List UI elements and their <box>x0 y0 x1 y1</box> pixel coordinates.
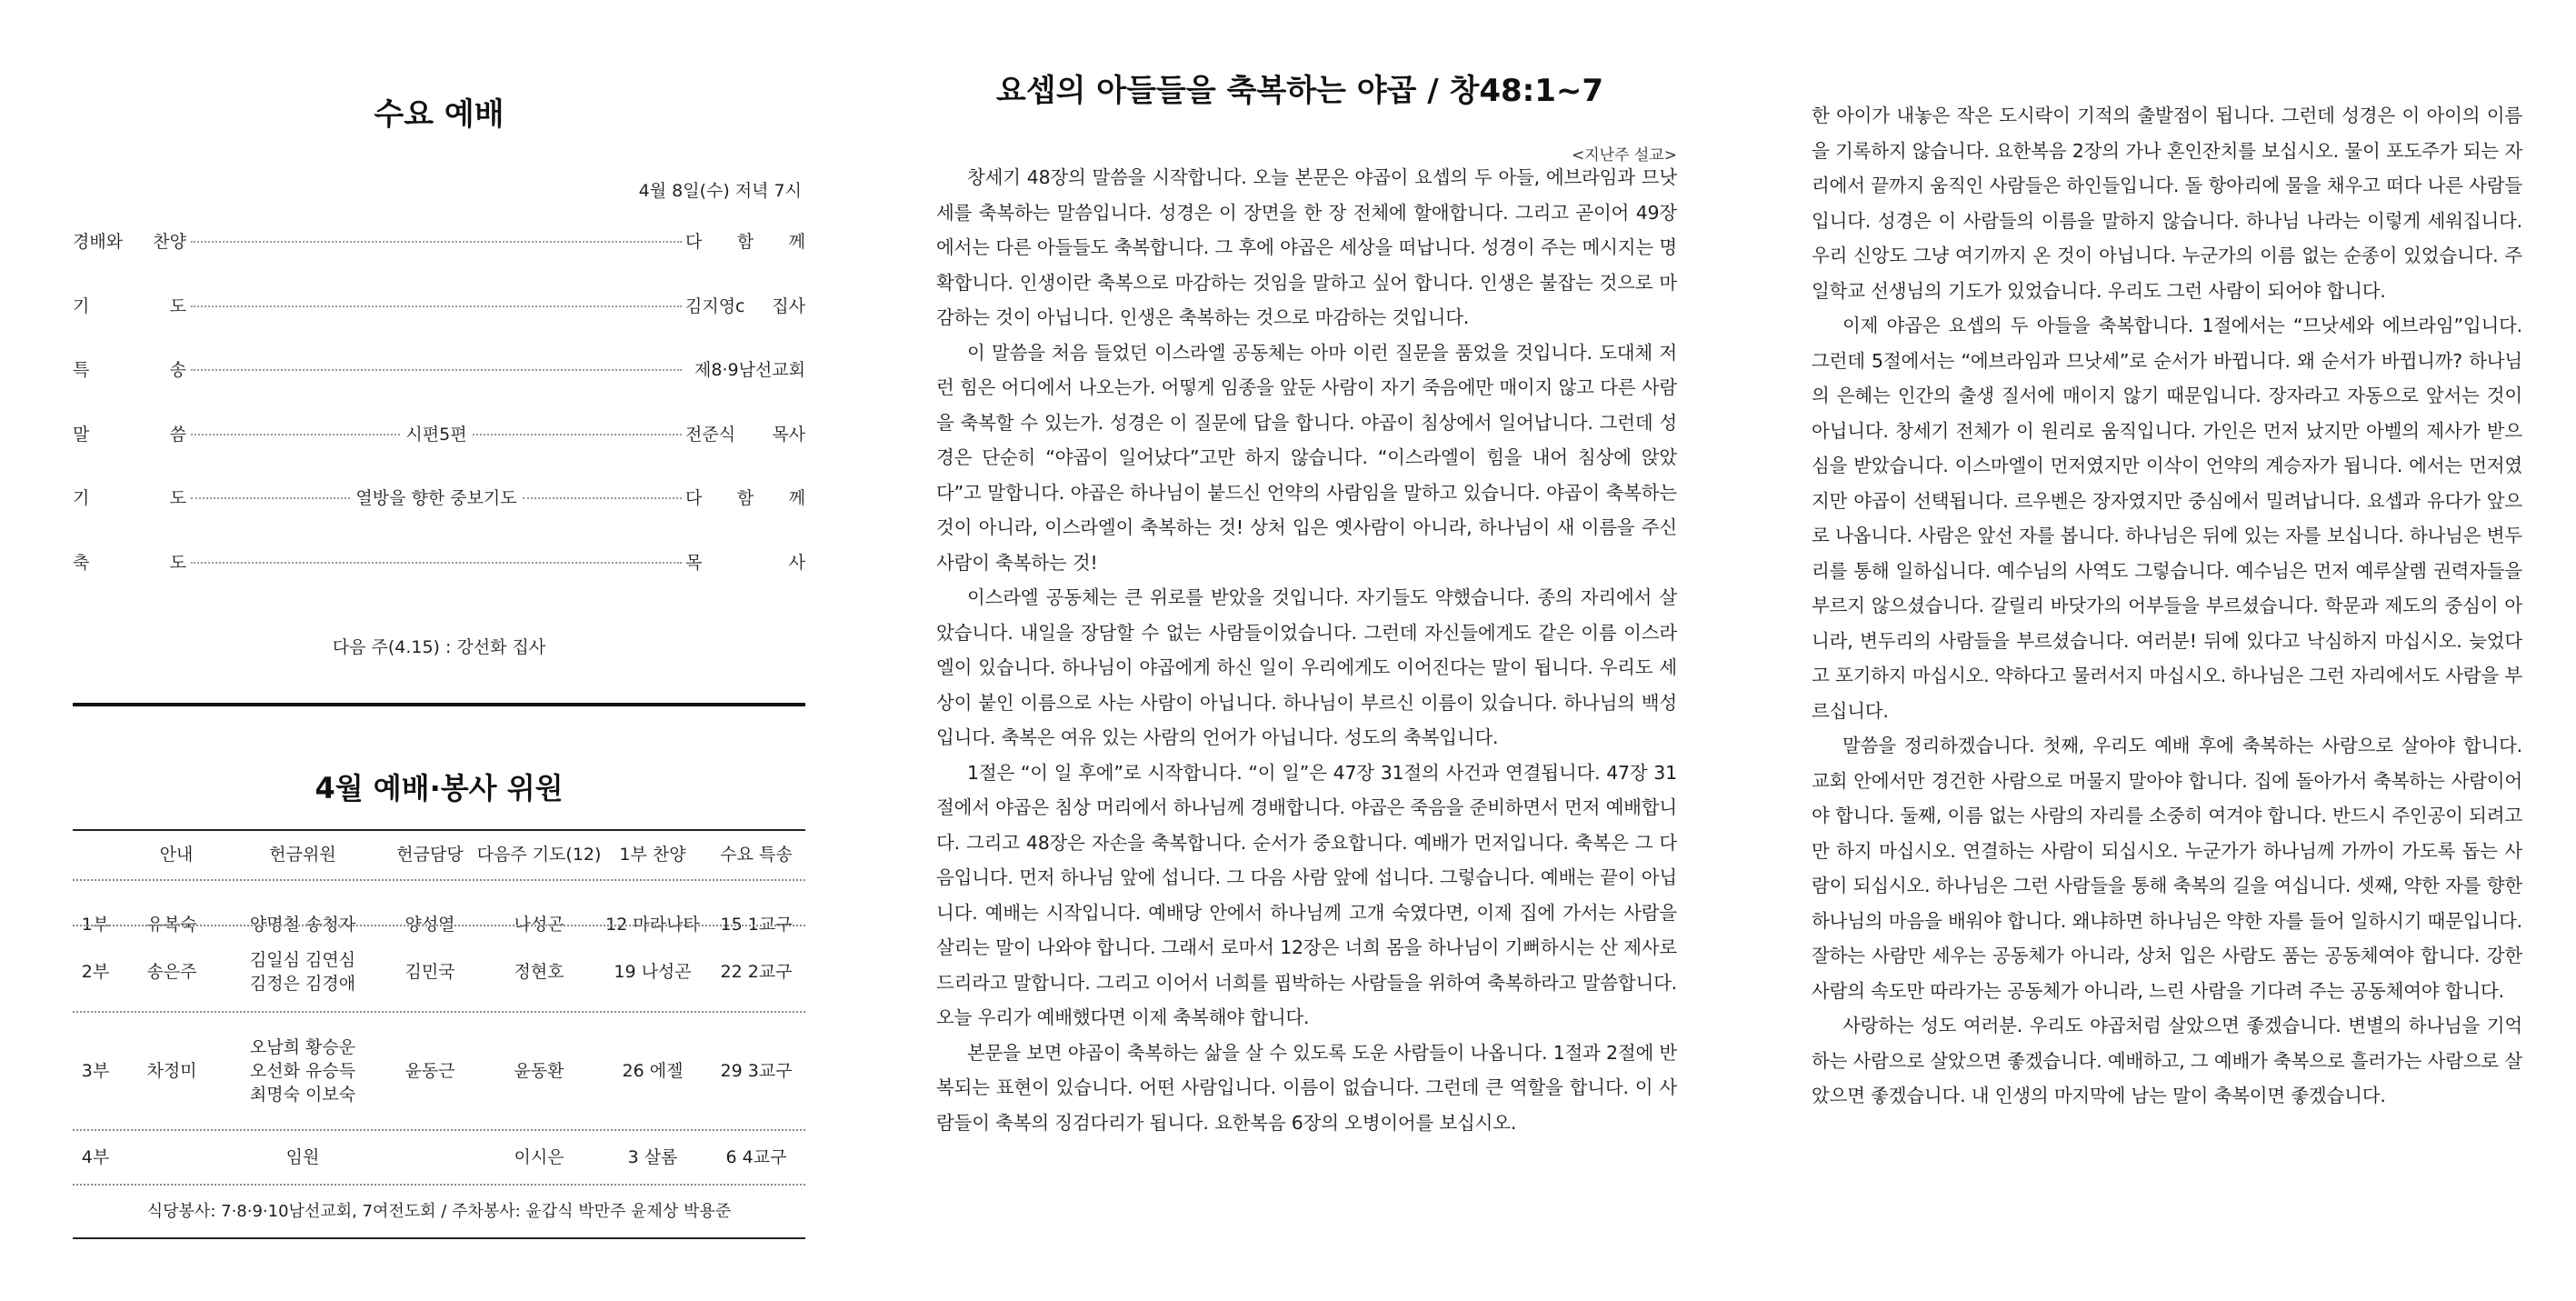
table-header: 헌금위원 <box>269 845 336 865</box>
table-header: 수요 특송 <box>720 845 793 865</box>
staff-table <box>73 0 805 1301</box>
sermon-paragraph: 본문을 보면 야곱이 축복하는 삶을 살 수 있도록 도운 사람들이 나옵니다. 1절과 2절에 반복되는 표현이 있습니다. 어떤 사람입니다. 이름이 없습니다. 그런데 큰 역할을 합니다. 이 사람들이 축복의 징검다리가 됩니다. 요한복음 6장의 오병이어를 보십시오. <box>936 1041 1677 1134</box>
sermon-paragraph: 사랑하는 성도 여러분. 우리도 야곱처럼 살았으면 좋겠습니다. 변별의 하나님을 기억하는 사람으로 살았으면 좋겠습니다. 예배하고, 그 예배가 축복으로 흘러가는 사람으로 살았으면 좋겠습니다. 내 인생의 마지막에 남는 말이 축복이면 좋겠습니다. <box>1812 1015 2522 1106</box>
manager-cell: 윤동근 <box>404 1061 455 1081</box>
order-person: 목 사 <box>685 552 805 573</box>
order-label: 기 도 <box>73 295 186 316</box>
sermon-paragraph: 이제 야곱은 요셉의 두 아들을 축복합니다. 1절에서는 “므낫세와 에브라임”입니다. 그런데 5절에서는 “에브라임과 므낫세”로 순서가 바뀝니다. 왜 순서가 바뀝니까? 하나님의 은혜는 인간의 출생 질서에 매이지 않기 때문입니다. 장자라고 자동으로 앞서는 것이 아닙니다. 창세기 전체가 이 원리로 움직입니다. 가인은 먼저 났지만 아벨의 제사가 받으심을 받았습니다. 이스마엘이 먼저였지만 이삭이 언약의 계승자가 됩니다. 에서는 먼저였지만 야곱이 선택됩니다. 르우벤은 장자였지만 중심에서 밀려납니다. 요셉과 유다가 앞으로 나옵니다. 사람은 앞선 자를 봅니다. 하나님은 뒤에 있는 자를 보십니다. 하나님은 변두리를 통해 일하십니다. 예수님의 사역도 그렇습니다. 예수님은 먼저 예루살렘 권력자들을 부르지 않으셨습니다. 갈릴리 바닷가의 어부들을 부르셨습니다. 학문과 제도의 중심이 아니라, 변두리의 사람들을 부르셨습니다. 여러분! 뒤에 있다고 낙심하지 마십시오. 늦었다고 포기하지 마십시오. 약하다고 물러서지 마십시오. 하나님은 그런 자리에서도 사람을 부르십니다. <box>1812 315 2522 722</box>
table-header: 헌금담당 <box>396 845 464 865</box>
usher-cell: 유복숙 <box>146 915 197 935</box>
offering-name: 최명숙 이보숙 <box>249 1085 356 1105</box>
sermon-paragraph: 말씀을 정리하겠습니다. 첫째, 우리도 예배 후에 축복하는 사람으로 살아야 합니다. 교회 안에서만 경건한 사람으로 머물지 말아야 합니다. 집에 돌아가서 축복하는 사람이어야 합니다. 둘째, 이름 없는 사람의 자리를 소중히 여겨야 합니다. 반드시 주인공이 되려고만 하지 마십시오. 연결하는 사람이 되십시오. 누군가가 하나님께 가까이 가도록 돕는 사람이 되십시오. 하나님은 그런 사람들을 통해 축복의 길을 여십니다. 셋째, 약한 자를 향한 하나님의 마음을 배워야 합니다. 왜냐하면 하나님은 약한 자를 들어 일하시기 때문입니다. 잘하는 사람만 세우는 공동체가 아니라, 상처 입은 사람도 품는 공동체여야 합니다. 강한 사람의 속도만 따라가는 공동체가 아니라, 느린 사람을 기다려 주는 공동체여야 합니다. <box>1812 735 2522 1002</box>
next-week-note: 다음 주(4.15) : 강선화 집사 <box>332 637 546 657</box>
order-label: 기 도 <box>73 487 186 508</box>
table-row <box>73 1131 805 1184</box>
prayer-cell: 정현호 <box>514 962 564 982</box>
manager-cell: 김민국 <box>404 962 455 982</box>
prayer-cell: 윤동환 <box>514 1061 564 1081</box>
table-header: 다음주 기도(12) <box>476 845 602 865</box>
service-title: 수요 예배 <box>374 96 504 133</box>
left-column <box>73 0 805 1301</box>
offering-name: 오선화 유승득 <box>249 1061 356 1081</box>
sermon-title: 요셉의 아들들을 축복하는 야곱 / 창48:1~7 <box>995 73 1604 109</box>
special-cell: 22 2교구 <box>720 962 793 982</box>
manager-cell <box>380 1131 480 1184</box>
song-cell: 26 에젤 <box>622 1061 684 1081</box>
order-person: 전준식 목사 <box>685 424 805 445</box>
song-cell: 3 살롬 <box>627 1147 678 1167</box>
table-header: 1부 찬양 <box>619 845 686 865</box>
prayer-cell: 나성곤 <box>514 915 564 935</box>
offering-cell <box>225 926 380 1017</box>
sermon-column-2 <box>1812 98 2522 1253</box>
staff-title: 4월 예배·봉사 위원 <box>315 771 564 806</box>
order-detail: 열방을 향한 중보기도 <box>355 487 517 508</box>
special-cell: 6 4교구 <box>725 1147 787 1167</box>
order-person: 다 함 께 <box>685 487 805 508</box>
order-label: 경배와 찬양 <box>73 231 186 252</box>
part-cell: 3부 <box>81 1061 110 1081</box>
usher-cell: 송은주 <box>146 962 197 982</box>
sermon-paragraph: 이 말씀을 처음 들었던 이스라엘 공동체는 아마 이런 질문을 품었을 것입니다. 도대체 저런 힘은 어디에서 나오는가. 어떻게 임종을 앞둔 사람이 자기 죽음에만 매이지 않고 다른 사람을 축복할 수 있는가. 성경은 이 질문에 답을 합니다. 야곱이 침상에서 일어납니다. 그런데 성경은 단순히 “야곱이 일어났다”고만 하지 않습니다. “이스라엘이 힘을 내어 침상에 앉았다”고 말합니다. 야곱은 하나님이 붙드신 언약의 사람임을 말하고 있습니다. 야곱이 축복하는 것이 아니라, 이스라엘이 축복하는 것! 상처 입은 옛사람이 아니라, 하나님이 새 이름을 주신 사람이 축복하는 것! <box>936 341 1677 574</box>
offering-name: 양명철 송청자 <box>249 915 356 935</box>
offering-cell <box>225 1013 380 1129</box>
usher-cell <box>118 1131 225 1184</box>
table-row <box>73 926 805 1017</box>
table-bottom-rule <box>73 1237 805 1239</box>
usher-cell: 차정미 <box>146 1061 197 1081</box>
part-cell: 4부 <box>81 1147 110 1167</box>
part-cell: 2부 <box>81 962 110 982</box>
sermon-paragraph: 한 아이가 내놓은 작은 도시락이 기적의 출발점이 됩니다. 그런데 성경은 이 아이의 이름을 기록하지 않습니다. 요한복음 2장의 가나 혼인잔치를 보십시오. 물이 포도주가 되는 자리에서 끝까지 움직인 사람들은 하인들입니다. 돌 항아리에 물을 채우고 떠다 나른 사람들입니다. 성경은 이 사람들의 이름을 말하지 않습니다. 하나님 나라는 이렇게 세워집니다. 우리 신앙도 그냥 여기까지 온 것이 아닙니다. 누군가의 이름 없는 순종이 있었습니다. 주일학교 선생님의 기도가 있었습니다. 우리도 그런 사람이 되어야 합니다. <box>1812 105 2522 302</box>
manager-cell: 양성열 <box>404 915 455 935</box>
table-footer-row <box>73 1186 805 1238</box>
offering-name: 김정은 김경애 <box>249 974 356 994</box>
offering-name: 임원 <box>285 1147 320 1167</box>
offering-cell <box>225 1131 380 1184</box>
sermon-column-1 <box>936 160 1677 1251</box>
prayer-cell: 이시은 <box>514 1147 564 1167</box>
special-cell: 15 1교구 <box>720 915 793 935</box>
part-cell: 1부 <box>81 915 110 935</box>
table-header: 안내 <box>159 845 194 865</box>
offering-name: 김일심 김연심 <box>249 950 356 970</box>
sermon-paragraph: 1절은 “이 일 후에”로 시작합니다. “이 일”은 47장 31절의 사건과 연결됩니다. 47장 31절에서 야곱은 침상 머리에서 하나님께 경배합니다. 야곱은 죽음을 준비하면서 먼저 예배합니다. 그리고 48장은 자손을 축복합니다. 순서가 중요합니다. 예배가 먼저입니다. 축복은 그 다음입니다. 먼저 하나님 앞에 섭니다. 그 다음 사람 앞에 섭니다. 그렇습니다. 예배는 끝이 아닙니다. 예배는 시작입니다. 예배당 안에서 하나님께 고개 숙였다면, 이제 집에 가서는 사람을 살리는 말이 나와야 합니다. 그래서 로마서 12장은 너희 몸을 하나님이 기뻐하시는 산 제사로 드리라고 말합니다. 그리고 이어서 너희를 핍박하는 사람들을 위하여 축복하라고 말씀합니다. 오늘 우리가 예배했다면 이제 축복해야 합니다. <box>936 761 1677 1028</box>
order-label: 축 도 <box>73 552 186 573</box>
table-row <box>73 1013 805 1129</box>
offering-name: 오남희 황승운 <box>249 1037 356 1057</box>
sermon-subtitle: <지난주 설교> <box>1571 146 1677 165</box>
order-person: 김지영c 집사 <box>685 295 805 316</box>
table-header-row <box>73 831 805 878</box>
order-label: 말 씀 <box>73 424 186 445</box>
order-person: 제8·9남선교회 <box>694 359 805 380</box>
table-footer: 식당봉사: 7·8·9·10남선교회, 7여전도회 / 주차봉사: 윤갑식 박만주 윤제상 박용준 <box>146 1202 732 1221</box>
order-person: 다 함 께 <box>685 231 805 252</box>
sermon-paragraph: 이스라엘 공동체는 큰 위로를 받았을 것입니다. 자기들도 약했습니다. 종의 자리에서 살았습니다. 내일을 장담할 수 없는 사람들이었습니다. 그런데 자신들에게도 같은 이름 이스라엘이 있습니다. 하나님이 야곱에게 하신 일이 우리에게도 이어진다는 말이 됩니다. 우리도 세상이 붙인 이름으로 사는 사람이 아닙니다. 하나님이 부르신 이름이 있습니다. 하나님의 백성입니다. 축복은 여유 있는 사람의 언어가 아닙니다. 성도의 축복입니다. <box>936 586 1677 748</box>
service-date: 4월 8일(수) 저녁 7시 <box>638 181 802 201</box>
special-cell: 29 3교구 <box>720 1061 793 1081</box>
song-cell: 19 나성곤 <box>614 962 692 982</box>
sermon-paragraph: 창세기 48장의 말씀을 시작합니다. 오늘 본문은 야곱이 요셉의 두 아들, 에브라임과 므낫세를 축복하는 말씀입니다. 성경은 이 장면을 한 장 전체에 할애합니다. 그리고 곧이어 49장에서는 다른 아들들도 축복합니다. 그 후에 야곱은 세상을 떠납니다. 성경이 주는 메시지는 명확합니다. 인생이란 축복으로 마감하는 것임을 말하고 싶어 합니다. 인생은 불잡는 것으로 마감하는 것이 아닙니다. 인생은 축복하는 것으로 마감하는 것입니다. <box>936 166 1677 328</box>
order-label: 특 송 <box>73 359 186 380</box>
song-cell: 12 마라나타 <box>605 915 700 935</box>
order-detail: 시편5편 <box>405 424 467 445</box>
